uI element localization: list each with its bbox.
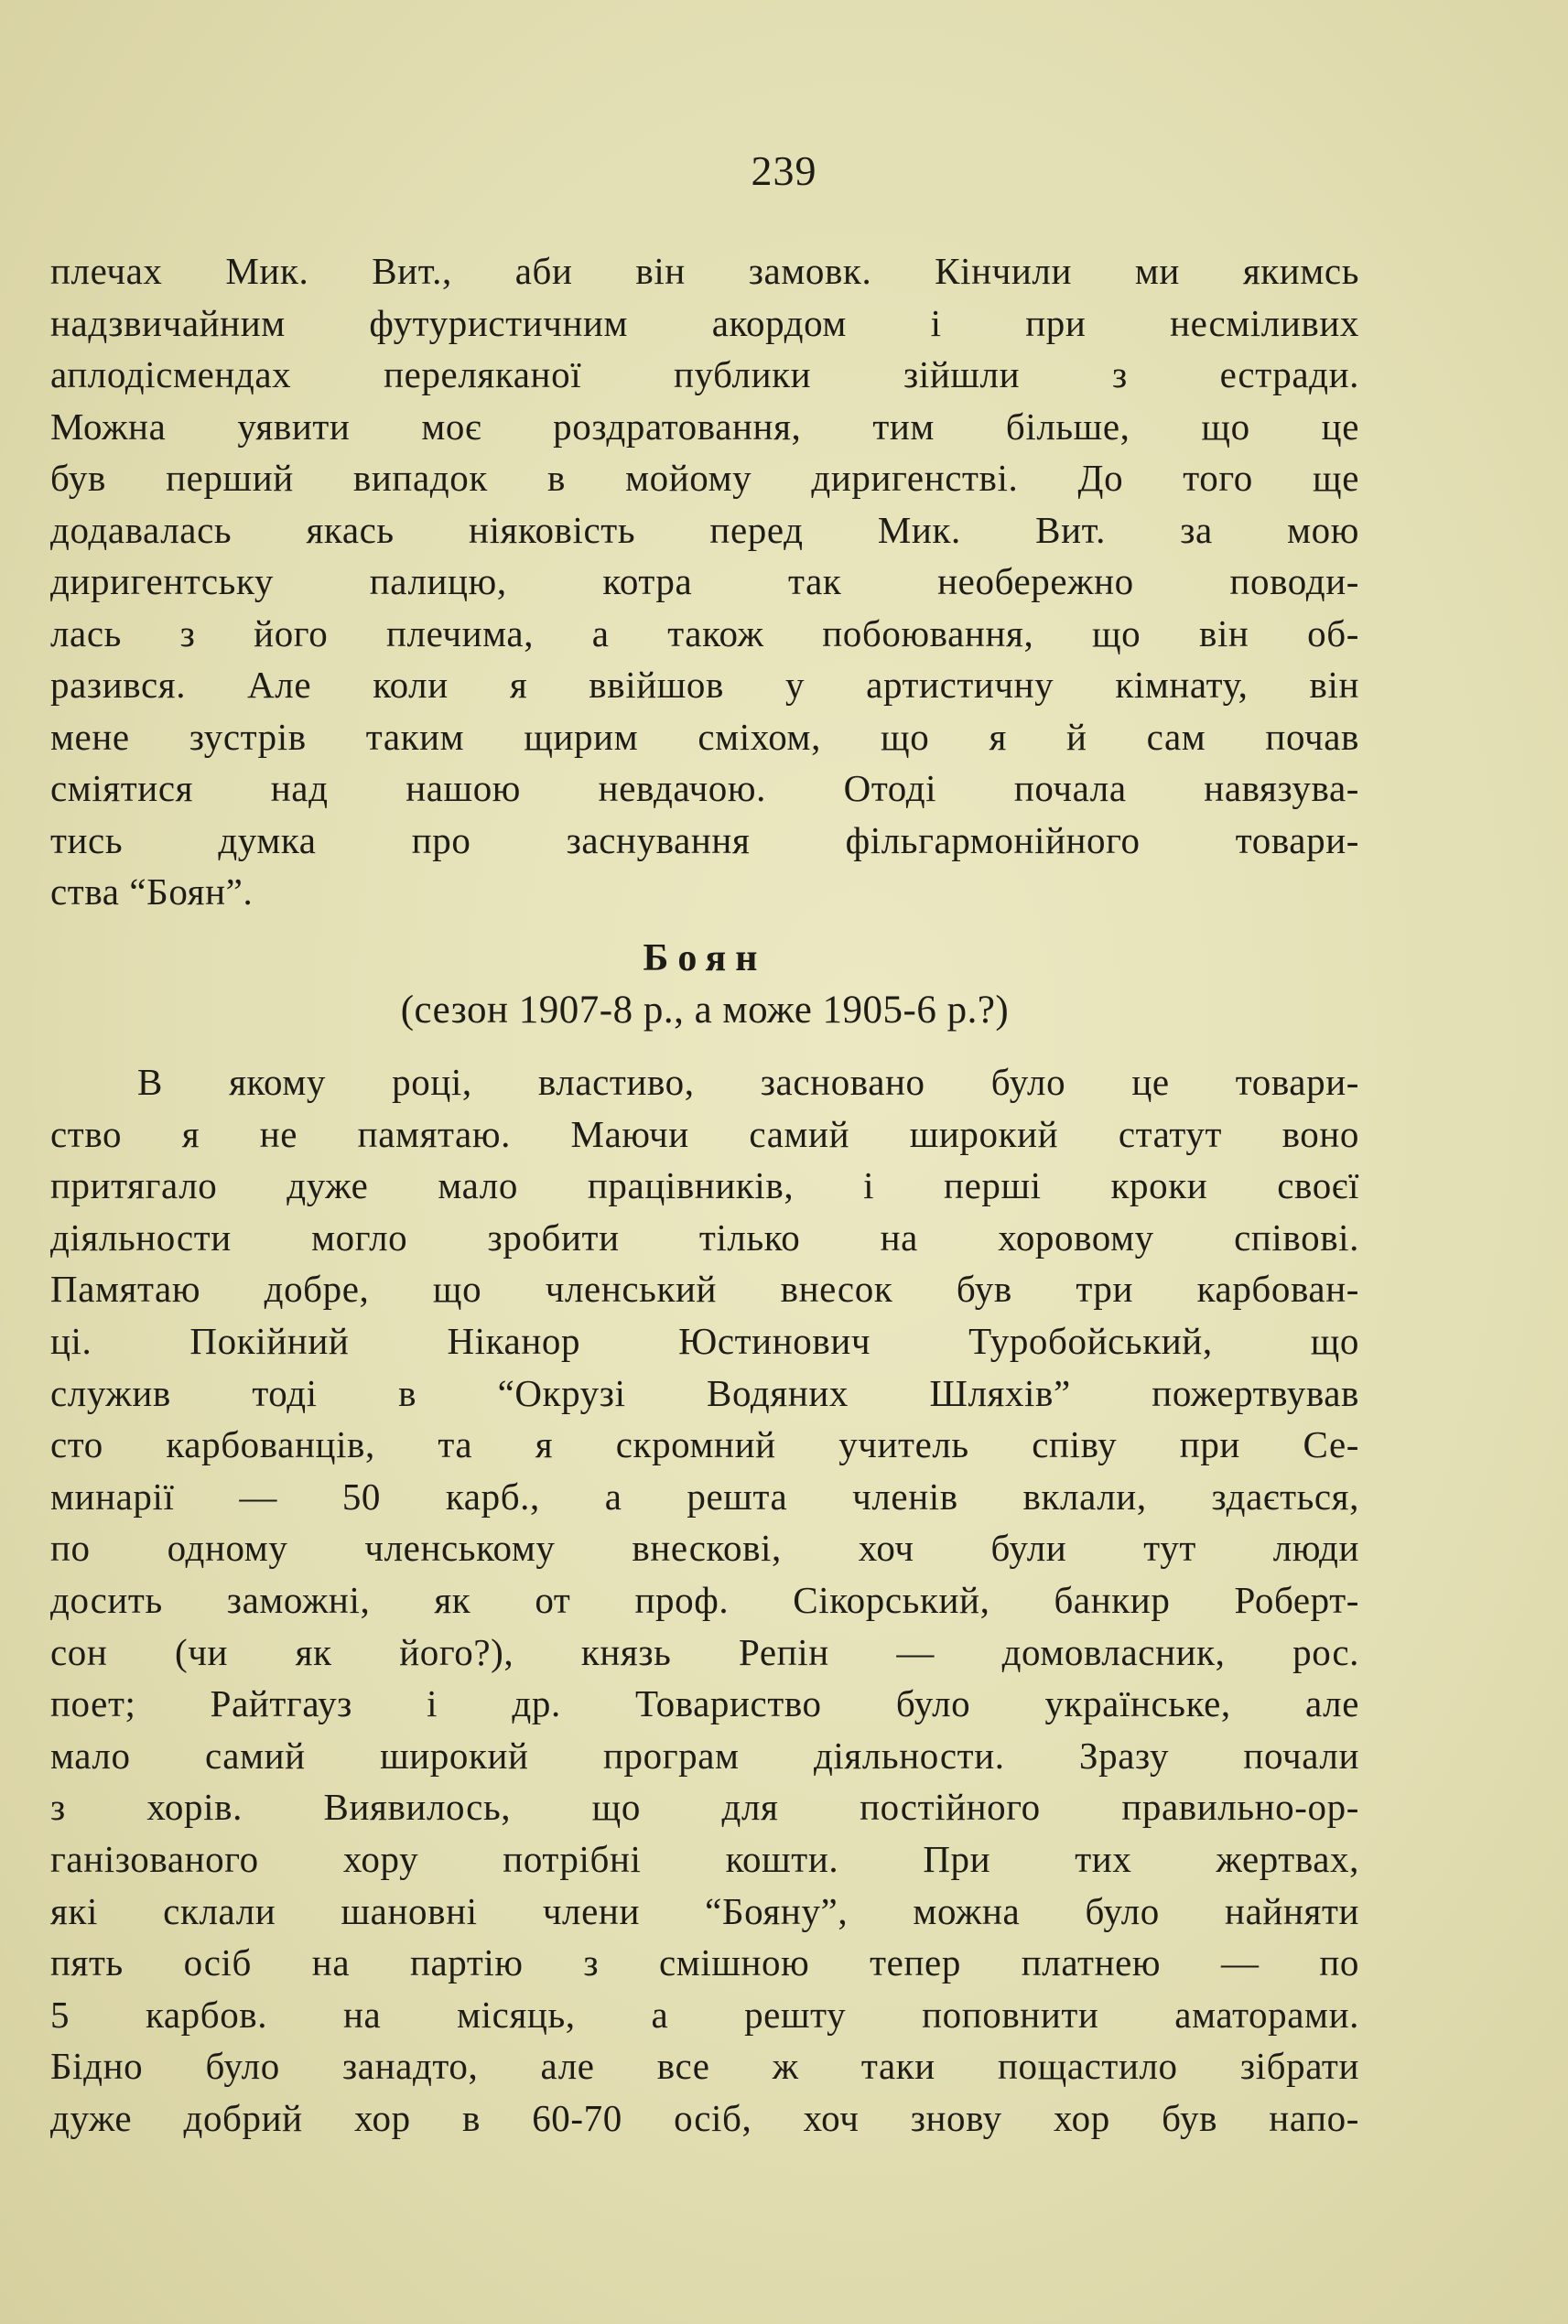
text-line: сон (чи як його?), князь Репін — домовласник, рос. [50, 1630, 1359, 1673]
text-line: пять осіб на партію з смішною тепер платнею — по [50, 1941, 1359, 1984]
text-line: з хорів. Виявилось, що для постійного правильно-ор- [50, 1786, 1359, 1829]
page-number: 239 [751, 147, 817, 194]
text-line: поет; Райтгауз і др. Товариство було українське, але [50, 1682, 1359, 1725]
text-line: 5 карбов. на місяць, а решту поповнити аматорами. [50, 1993, 1359, 2036]
text-line: минарії — 50 карб., а решта членів вклали, здається, [50, 1475, 1359, 1518]
text-line: диригентську палицю, котра так необережно поводи- [50, 560, 1359, 602]
paragraph-2 [50, 1056, 1359, 2144]
paragraph-1 [50, 245, 1359, 918]
text-line: Памятаю добре, що членський внесок був три карбован- [50, 1268, 1359, 1311]
text-line: В якому році, властиво, засновано було це товари- [137, 1061, 1359, 1103]
text-line: ство я не памятаю. Маючи самий широкий статут воно [50, 1112, 1359, 1155]
section-subheading: (сезон 1907-8 р., а може 1905-6 р.?) [400, 989, 1010, 1032]
text-line: ці. Покійний Ніканор Юстинович Туробойський, що [50, 1319, 1359, 1362]
text-line: діяльности могло зробити тілько на хоровому співові. [50, 1216, 1359, 1259]
text-line: притягало дуже мало працівників, і перші кроки своєї [50, 1164, 1359, 1207]
text-line: дуже добрий хор в 60-70 осіб, хоч знову хор був напо- [50, 2096, 1359, 2139]
text-line: мене зустрів таким щирим сміхом, що я й сам почав [50, 715, 1359, 758]
text-line: разився. Але коли я ввійшов у артистичну кімнату, він [50, 664, 1359, 706]
text-line: ства “Боян”. [50, 870, 254, 913]
text-line: які склали шановні члени “Бояну”, можна було найняти [50, 1889, 1359, 1932]
text-line: сміятися над нашою невдачою. Отоді почала навязува- [50, 767, 1359, 809]
text-line: служив тоді в “Окрузі Водяних Шляхів” пожертвував [50, 1371, 1359, 1414]
text-line: аплодісмендах переляканої публики зійшли з естради. [50, 353, 1359, 395]
text-line: сто карбованців, та я скромний учитель співу при Се- [50, 1423, 1359, 1466]
text-line: був перший випадок в мойому диригенстві. До того ще [50, 457, 1359, 499]
text-line: тись думка про заснування фільгармонійного товари- [50, 818, 1359, 861]
text-line: додавалась якась ніяковість перед Мик. Вит. за мою [50, 508, 1359, 551]
text-line: плечах Мик. Вит., аби він замовк. Кінчили ми якимсь [50, 250, 1359, 292]
text-line: лась з його плечима, а також побоювання, що він об- [50, 611, 1359, 654]
text-line: Можна уявити моє роздратовання, тим більше, що це [50, 405, 1359, 448]
text-line: досить заможні, як от проф. Сікорський, банкир Роберт- [50, 1578, 1359, 1621]
text-line: надзвичайним футуристичним акордом і при несміливих [50, 301, 1359, 344]
section-heading: Боян [643, 937, 767, 979]
text-line: ганізованого хору потрібні кошти. При тих жертвах, [50, 1837, 1359, 1880]
text-line: Бідно було занадто, але все ж таки пощастило зібрати [50, 2045, 1359, 2088]
text-line: по одному членському внескові, хоч були тут люди [50, 1527, 1359, 1570]
text-line: мало самий широкий програм діяльности. Зразу почали [50, 1734, 1359, 1777]
